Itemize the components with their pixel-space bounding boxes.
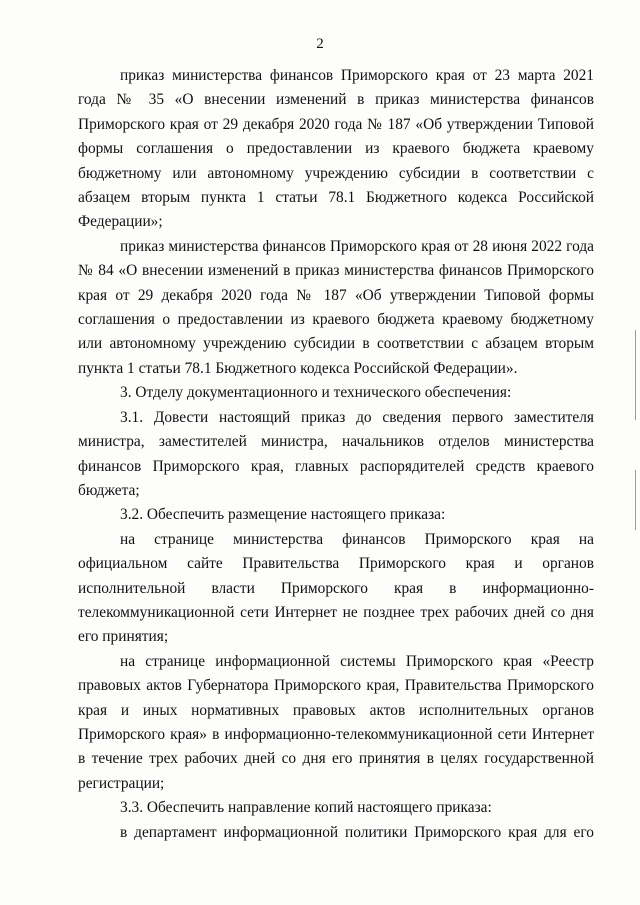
paragraph-order-2022: приказ министерства финансов Приморского края от 28 июня 2022 года № 84 «О внесении изменений в приказ министерства финансов Приморского края от 29 декабря 2020 года № 187 «Об утверждении Типовой формы соглашения о предоставлении из краевого бюджета краевому бюджетному или автономному учреждению субсидии в соответствии с абзацем вторым пункта 1 статьи 78.1 Бюджетного кодекса Российской Федерации». bbox=[78, 237, 594, 377]
paragraph-item-3-3: 3.3. Обеспечить направление копий настоящего приказа: bbox=[120, 799, 492, 817]
document-body bbox=[78, 64, 594, 845]
paragraph-item-3-2: 3.2. Обеспечить размещение настоящего приказа: bbox=[120, 506, 446, 524]
scan-edge-mark bbox=[635, 470, 636, 530]
paragraph-ministry-page: на странице министерства финансов Приморского края на официальном сайте Правительства Приморского края и органов исполнительной власти Приморского края в информационно-телекоммуникационной сети Интернет не позднее трех рабочих дней со дня его принятия; bbox=[78, 530, 594, 646]
page-number: 2 bbox=[316, 36, 324, 52]
scan-edge-mark bbox=[635, 330, 636, 420]
paragraph-registry-page: на странице информационной системы Приморского края «Реестр правовых актов Губернатора Приморского края, Правительства Приморского края и иных нормативных правовых актов исполнительных органов Приморского края» в информационно-телекоммуникационной сети Интернет в течение трех рабочих дней со дня его принятия в целях государственной регистрации; bbox=[78, 652, 594, 792]
paragraph-order-2021: приказ министерства финансов Приморского края от 23 марта 2021 года № 35 «О внесении изменений в приказ министерства финансов Приморского края от 29 декабря 2020 года № 187 «Об утверждении Типовой формы соглашения о предоставлении из краевого бюджета краевому бюджетному или автономному учреждению субсидии в соответствии с абзацем вторым пункта 1 статьи 78.1 Бюджетного кодекса Российской Федерации»; bbox=[78, 67, 594, 231]
paragraph-item-3-1: 3.1. Довести настоящий приказ до сведения первого заместителя министра, заместителей министра, начальников отделов министерства финансов Приморского края, главных распорядителей средств краевого бюджета; bbox=[78, 408, 594, 499]
paragraph-department: в департамент информационной политики Приморского края для его bbox=[120, 823, 594, 841]
paragraph-item-3: 3. Отделу документационного и технического обеспечения: bbox=[120, 384, 512, 402]
